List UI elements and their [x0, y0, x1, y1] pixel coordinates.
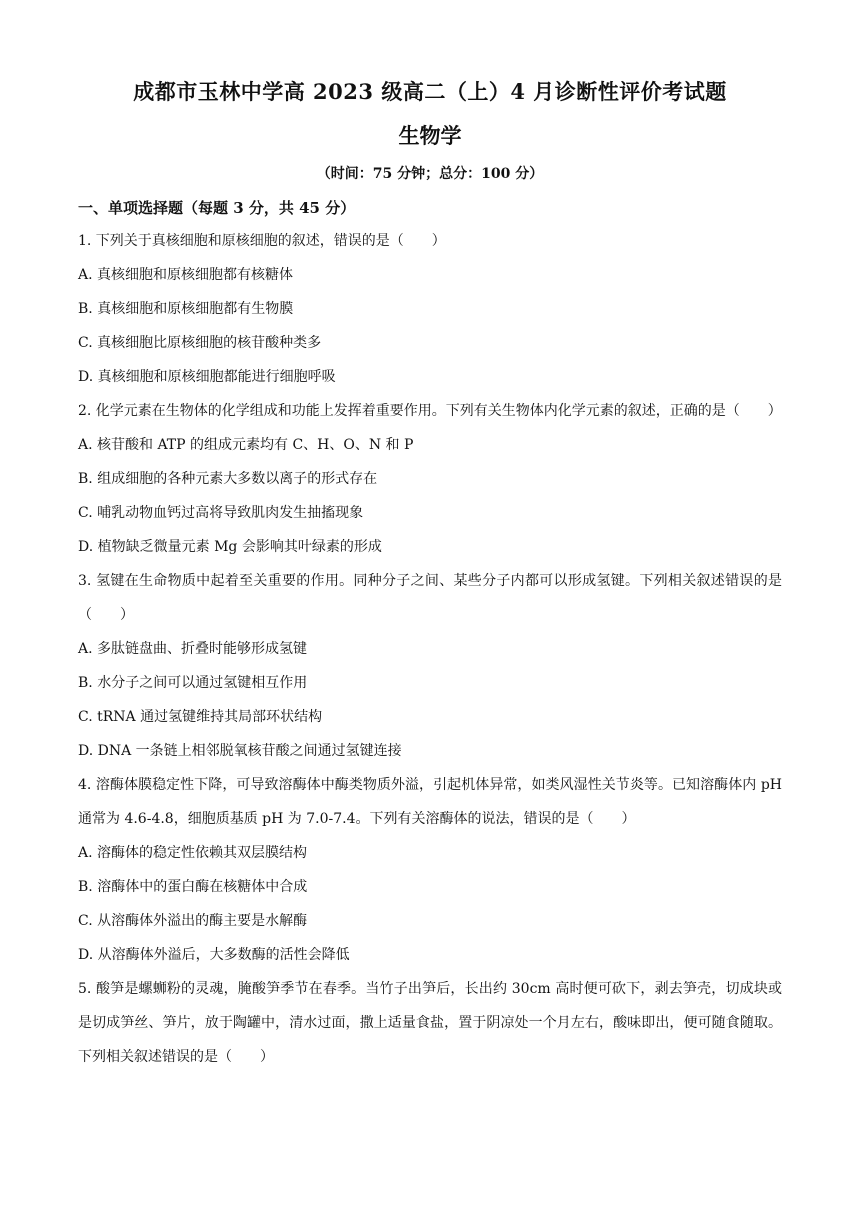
time-info: （时间：75 分钟；总分：100 分）: [316, 166, 544, 182]
option-d: D. DNA 一条链上相邻脱氧核苷酸之间通过氢键连接: [78, 743, 402, 759]
option-b: B. 真核细胞和原核细胞都有生物膜: [78, 301, 294, 317]
question-stem: 1. 下列关于真核细胞和原核细胞的叙述，错误的是（ ）: [78, 233, 446, 249]
option-c: C. 哺乳动物血钙过高将导致肌肉发生抽搐现象: [78, 505, 364, 521]
option-a: A. 溶酶体的稳定性依赖其双层膜结构: [78, 845, 308, 861]
option-a: A. 真核细胞和原核细胞都有核糖体: [78, 267, 294, 283]
question-stem: 4. 溶酶体膜稳定性下降，可导致溶酶体中酶类物质外溢，引起机体异常，如类风湿性关节炎等。已知溶酶体内 pH 通常为 4.6-4.8，细胞质基质 pH 为 7.0-7.4。下列有关溶酶体的说法，错误的是（ ）: [78, 777, 782, 827]
question-2: [78, 394, 782, 564]
option-c: C. tRNA 通过氢键维持其局部环状结构: [78, 709, 323, 725]
option-d: D. 真核细胞和原核细胞都能进行细胞呼吸: [78, 369, 336, 385]
question-list: [78, 224, 782, 1074]
question-stem: 3. 氢键在生命物质中起着至关重要的作用。同种分子之间、某些分子内都可以形成氢键。下列相关叙述错误的是（ ）: [78, 573, 782, 623]
option-d: D. 从溶酶体外溢后，大多数酶的活性会降低: [78, 947, 350, 963]
question-3: [78, 564, 782, 768]
exam-title: 成都市玉林中学高 2023 级高二（上）4 月诊断性评价考试题: [133, 79, 727, 104]
question-stem: 5. 酸笋是螺蛳粉的灵魂，腌酸笋季节在春季。当竹子出笋后，长出约 30cm 高时便可砍下，剥去笋壳，切成块或是切成笋丝、笋片，放于陶罐中，清水过面，撒上适量食盐，置于阴凉处一个月左右，酸味即出，便可随食随取。下列相关叙述错误的是（ ）: [78, 981, 782, 1065]
question-4: [78, 768, 782, 972]
subject-title: 生物学: [398, 123, 462, 148]
question-5: [78, 972, 782, 1074]
option-a: A. 核苷酸和 ATP 的组成元素均有 C、H、O、N 和 P: [78, 437, 414, 453]
option-b: B. 溶酶体中的蛋白酶在核糖体中合成: [78, 879, 308, 895]
section-heading: 一、单项选择题（每题 3 分，共 45 分）: [78, 199, 356, 217]
question-stem: 2. 化学元素在生物体的化学组成和功能上发挥着重要作用。下列有关生物体内化学元素的叙述，正确的是（ ）: [78, 403, 782, 419]
option-b: B. 水分子之间可以通过氢键相互作用: [78, 675, 308, 691]
option-b: B. 组成细胞的各种元素大多数以离子的形式存在: [78, 471, 378, 487]
option-a: A. 多肽链盘曲、折叠时能够形成氢键: [78, 641, 308, 657]
option-c: C. 从溶酶体外溢出的酶主要是水解酶: [78, 913, 308, 929]
option-d: D. 植物缺乏微量元素 Mg 会影响其叶绿素的形成: [78, 539, 382, 555]
option-c: C. 真核细胞比原核细胞的核苷酸种类多: [78, 335, 322, 351]
question-1: [78, 224, 782, 394]
